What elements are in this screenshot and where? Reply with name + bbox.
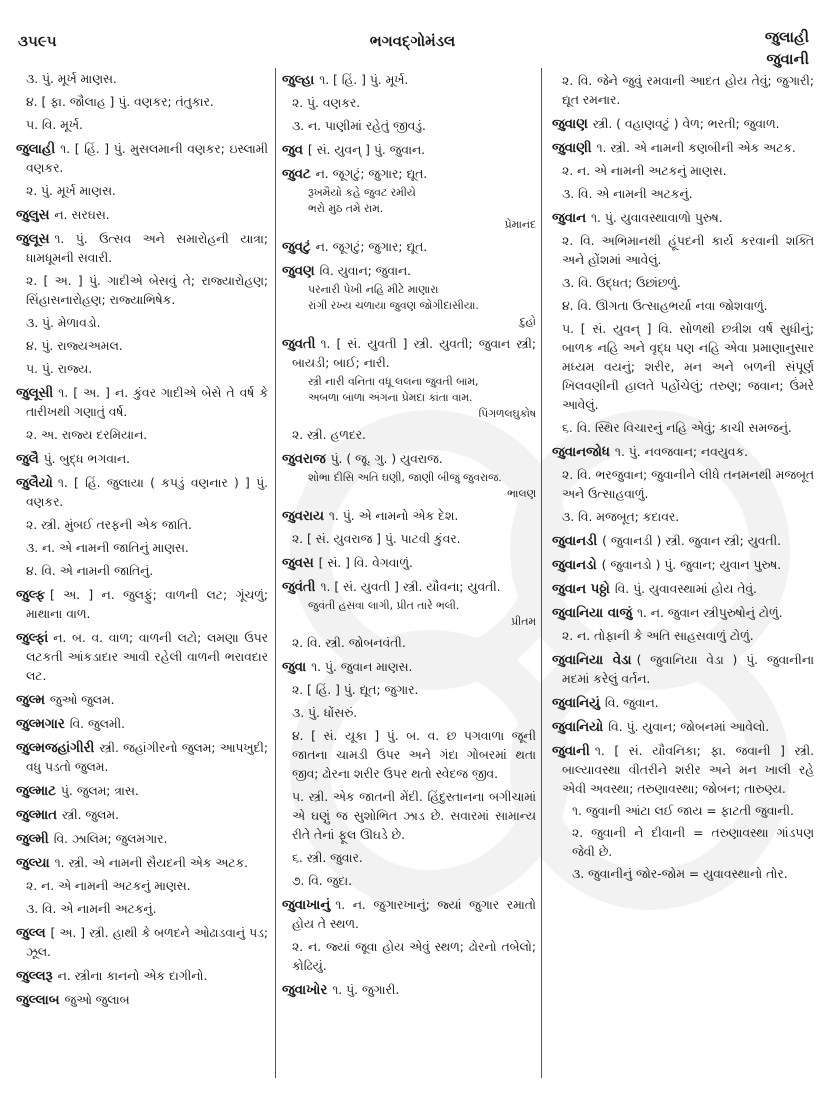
dictionary-entry (552, 115, 814, 134)
headword: જુલ્ફ (16, 588, 45, 603)
definition: ન. સ્ત્રીના કાનનો એક દાગીનો. (57, 969, 208, 983)
dictionary-entry (282, 262, 536, 281)
dictionary-entry (552, 694, 814, 713)
dictionary-entry (282, 335, 536, 373)
quote-attribution: દુહો (519, 315, 536, 328)
definition: વિ. યુવાન; જુવાન. (319, 264, 412, 278)
sense-definition: ૨. ન. જ્યાં જૂવા હોય એવું સ્થળ; ઢોરનો તબેલો; કોઢિયું. (292, 940, 536, 973)
sense-definition: ૨. પું. વણકર. (292, 96, 361, 110)
headword: જુલૈ (16, 452, 39, 467)
quote-attribution: ભાલણ (507, 487, 536, 500)
headword: જુવટ (282, 167, 311, 182)
headword: જુલાહી (16, 142, 56, 157)
quote-line: રાંગી રખ્ય ચળાયા જુવણ જોગીદાસીયા. (308, 299, 479, 312)
guide-word-last: જુવાની (766, 50, 809, 68)
headword: જુલ્ફાં (16, 631, 49, 646)
sense-definition: ૪. પું. રાજ્યઅમલ. (26, 339, 123, 353)
sense-definition: ૨. અ. રાજ્ય દરમિયાન. (26, 428, 148, 442)
dictionary-entry (282, 896, 536, 934)
sense-definition: ૪. વિ. ઊગતા ઉત્સાહભર્યા નવા જોશવાળું. (562, 299, 768, 313)
sense-definition: ૨. પું. મૂર્ખ માણસ. (26, 184, 116, 198)
dictionary-entry (16, 230, 268, 268)
guide-words (765, 26, 809, 70)
headword: જુલ્યા (16, 856, 50, 871)
definition: ( જુવાનિયા વેડા ) પું. જુવાનીના મદમાં કરેલું વર્તન. (562, 653, 814, 686)
headword: જુલૂસી (16, 386, 54, 401)
headword: જુલ્માત (16, 808, 57, 823)
definition: સ્ત્રી. જહાંગીરનો જુલમ; આપખુદી; વધુ પડતો જુલમ. (26, 741, 268, 774)
sense-definition: ૪. [ સં. યૂકા ] પું. બ. વ. છ પગવાળા જૂની જાતના ચામડી ઉપર અને ગંદા ગોબરમાં થતા જીવ; ઢોરના શરીર ઉપર થતો સ્વેદજ જીવ. (292, 729, 536, 781)
dictionary-entry (552, 139, 814, 158)
dictionary-entry (282, 238, 536, 257)
dictionary-entry (16, 140, 268, 178)
sense-definition: ૨. સ્ત્રી. હળદર. (292, 428, 366, 442)
definition: ૧. [ હિં. જુલાયા ( કપડું વણનાર ) ] પું. વણકર. (26, 476, 268, 509)
dictionary-entry (282, 554, 536, 573)
sense-definition: ૩. વિ. ઉદ્ધત; ઉછાંછળું. (562, 276, 681, 290)
definition: જુઓ જુલાબ (64, 993, 130, 1007)
definition: ન. બ. વ. વાળ; વાળની લટો; લમણા ઉપર લટકતી આંકડાદાર આવી રહેલી વાળની ભરાવદાર લટ. (26, 631, 268, 683)
column-2 (282, 66, 536, 1000)
quote-line: પરનારી પેખી નહિ મીટે માણારા (308, 283, 439, 296)
definition: [ સં. યુવન્ ] પું. જુવાન. (307, 143, 426, 157)
headword: જુલ્મ (16, 693, 45, 708)
definition: ૧. પું. જુવાન માણસ. (311, 660, 413, 674)
headword: જુવાણ (552, 117, 588, 132)
dictionary-entry (552, 651, 814, 689)
sense-definition: ૨. વિ. અભિમાનથી હૂંપદની કાર્ય કરવાની શક્તિ અને હોંશમાં આવેલું. (562, 234, 814, 267)
headword: જુલૂસ (16, 232, 50, 247)
sense-definition: ૩. વિ. એ નામની અટકનું. (26, 902, 157, 916)
sense-definition: ૩. વિ. એ નામની અટકનું. (562, 187, 693, 201)
headword: જુવણ (282, 264, 315, 279)
headword: જુવાની (552, 744, 590, 759)
definition: ૧. [ અ. ] ન. કુંવર ગાદીએ બેસે તે વર્ષ કે તારીખથી ગણાતું વર્ષ. (26, 386, 268, 419)
quote-line: જુવંતી હસવા લાગી, પ્રીત તારે ભલી. (308, 599, 460, 612)
dictionary-entry (282, 141, 536, 160)
headword: જુવાણી (552, 141, 592, 156)
sense-definition: ૨. [ હિં. ] પું. દ્યૂત; જુગાર. (292, 683, 419, 697)
dictionary-entry (16, 715, 268, 734)
sense-definition: ૨. વિ. જેને જુવું રમવાની આદત હોય તેવું; જુગારી; દ્યૂત રમનાર. (562, 74, 814, 107)
dictionary-entry (552, 532, 814, 551)
dictionary-entry (282, 981, 536, 1000)
definition: ( જુવાનડી ) સ્ત્રી. જુવાન સ્ત્રી; યુવતી. (602, 534, 782, 548)
headword: જુવાનિયા વાજું (552, 606, 632, 621)
headword: જુવસ (282, 556, 314, 571)
dictionary-entry (552, 742, 814, 799)
sense-definition: ૩. ન. પાણીમાં રહેતું જીવડું. (292, 119, 426, 133)
sense-definition: ૪. [ ફા. જૌલાહ ] પું. વણકર; તંતુકાર. (26, 95, 214, 109)
dictionary-entry (552, 718, 814, 737)
definition: ૧. [ સં. યુવતી ] સ્ત્રી. યૌવના; યુવતી. (320, 580, 501, 594)
headword: જુવાનડી (552, 534, 598, 549)
definition: ન. સરઘસ. (54, 208, 110, 222)
book-title: ભગવદ્ગોમંડલ (369, 32, 456, 50)
idiom-example: ૨. જુવાની ને દીવાની = તરુણાવસ્થા ગાંડપણ જેવી છે. (572, 826, 814, 859)
dictionary-entry (16, 924, 268, 962)
column-divider (275, 68, 276, 1078)
definition: વિ. ઝાલિમ; જુલમગાર. (53, 832, 168, 846)
sense-definition: ૨. ન. તોફાની કે અતિ સાહસવાળું ટોળું. (562, 629, 754, 643)
dictionary-entry (16, 629, 268, 686)
sense-definition: ૫. સ્ત્રી. એક જાતની મેંદી. હિંદુસ્તાનના બગીચામાં એ ઘણું જ સુશોભિત ઝાડ છે. સવારમાં સામાન્ય રીતે તેનાં ફૂલ ઊઘડે છે. (292, 790, 536, 842)
citation-quote (282, 598, 536, 630)
definition: ૧. પું. જુગારી. (332, 983, 400, 997)
definition: વિ. પું. યુવાન; જોબનમાં આવેલો. (608, 720, 770, 734)
dictionary-entry (16, 854, 268, 873)
definition: વિ. જુવાન. (604, 696, 659, 710)
headword: જુવરાય (282, 509, 324, 524)
headword: જુવંતી (282, 580, 316, 595)
headword: જુલ્લાબ (16, 993, 60, 1008)
sense-definition: ૩. પું. મૂર્ખ માણસ. (26, 72, 117, 86)
quote-attribution: પિંગળલઘુકોષ (478, 407, 536, 420)
dictionary-entry (16, 474, 268, 512)
definition: વિ. પું. યુવાવસ્થામાં હોય તેવું. (614, 582, 757, 596)
dictionary-entry (282, 658, 536, 677)
sense-definition: ૫. વિ. મૂર્ખ. (26, 118, 83, 132)
headword: જુવાન (552, 211, 587, 226)
quote-attribution: પ્રેમાનંદ (504, 218, 536, 231)
sense-definition: ૫. પું. રાજ્ય. (26, 362, 93, 376)
dictionary-entry (16, 967, 268, 986)
citation-quote (282, 374, 536, 422)
sense-definition: ૨. ન. એ નામની અટકનું માણસ. (562, 164, 727, 178)
dictionary-entry (16, 586, 268, 624)
definition: પું. ( જૂ. ગુ. ) યુવરાજ. (330, 452, 443, 466)
dictionary-entry (552, 209, 814, 228)
citation-quote (282, 470, 536, 502)
quote-line: ભરો મુઠ તમે રામ. (308, 202, 384, 215)
column-1 (16, 66, 268, 1010)
dictionary-entry (16, 830, 268, 849)
headword: જુવાનિયા વેડા (552, 653, 632, 668)
dictionary-entry (16, 806, 268, 825)
quote-line: રૂખમૈયો કહે જુવટ રમીયે (308, 186, 416, 199)
definition: ૧. પું. યુવાવસ્થાવાળો પુરુષ. (591, 211, 723, 225)
definition: પું. બુદ્ધ ભગવાન. (43, 452, 131, 466)
headword: જુલ્મી (16, 832, 49, 847)
headword: જુવ (282, 143, 303, 158)
headword: જુલ્લરૂ (16, 969, 53, 984)
definition: ૧. [ સં. યૌવનિકા; ફા. જવાની ] સ્ત્રી. બાલ્યાવસ્થા વીતરીને શરીર અને મન ખાલી રહે એવી અવસ્થા; તરુણાવસ્થા; જોબન; તારુણ્ય. (562, 744, 814, 796)
sense-definition: ૫. [ સં. યુવન્ ] વિ. સોળથી છત્રીશ વર્ષ સુધીનું; બાળક નહિ અને વૃદ્ધ પણ નહિ એવા પ્રમાણાનુસાર મધ્યમ વયનું; શરીર, મન અને બળની સંપૂર્ણ ખિલવણીની હાલતે પહોંચેલું; તરુણ; જવાન; ઉંમરે આવેલું. (562, 322, 814, 412)
definition: ૧. [ હિં. ] પું. મુસલમાની વણકર; ઇસ્લામી વણકર. (26, 142, 268, 175)
definition: [ અ. ] સ્ત્રી. હાથી કે બળદને ઓઢાડવાનું પડ; ઝૂલ. (26, 926, 268, 959)
dictionary-entry (16, 782, 268, 801)
definition: [ અ. ] ન. જુલફું; વાળની લટ; ગૂંચળું; માથાના વાળ. (26, 588, 268, 621)
headword: જુલ્મગાર (16, 717, 65, 732)
dictionary-entry (16, 739, 268, 777)
headword: જુવા (282, 660, 307, 675)
idiom-example: ૧. જુવાની આંટા લઈ જાય = ફાટતી જુવાની. (572, 804, 794, 818)
sense-definition: ૩. પું. મેળાવડો. (26, 316, 101, 330)
column-divider (541, 68, 542, 1078)
citation-quote (282, 185, 536, 233)
definition: સ્ત્રી. ( વહાણવટું ) વેળ; ભરતી; જુવાળ. (592, 117, 780, 131)
definition: ૧. પું. ઉત્સવ અને સમારોહની યાત્રા; ધામધૂમની સવારી. (26, 232, 268, 265)
definition: ન. જૂગટું; જુગાર; દ્યૂત. (315, 240, 428, 254)
headword: જુવાનિયું (552, 696, 600, 711)
headword: જુલૈયો (16, 476, 53, 491)
dictionary-entry (16, 450, 268, 469)
definition: ૧. પું. નવજવાન; નવયુવક. (614, 445, 749, 459)
dictionary-entry (552, 443, 814, 462)
definition: ૧. પું. એ નામનો એક દેશ. (328, 509, 459, 523)
idiom-example: ૩. જુવાનીનું જોર-જોમ = યુવાવસ્થાનો તોર. (572, 867, 788, 881)
headword: જુવાખોર (282, 983, 328, 998)
dictionary-entry (16, 206, 268, 225)
definition: [ સં. ] વિ. વેગવાળું. (318, 556, 413, 570)
headword: જુવાનિયો (552, 720, 604, 735)
quote-line: શોભા દીસિ અતિ ઘણી, જાણી બીજુ જુવરાજ. (308, 471, 502, 484)
dictionary-entry (16, 991, 268, 1010)
page-number: ૩૫૯૫ (18, 32, 57, 50)
headword: જુવટું (282, 240, 311, 255)
sense-definition: ૨. સ્ત્રી. મુંબઈ તરફની એક જાતિ. (26, 518, 192, 532)
sense-definition: ૨. [ સં. યુવરાજ ] પું. પાટવી કુંવર. (292, 532, 461, 546)
definition: ૧. ન. જુવાન સ્ત્રીપુરુષોનું ટોળું. (636, 606, 783, 620)
definition: ૧. સ્ત્રી. એ નામની કણબીની એક અટક. (596, 141, 796, 155)
sense-definition: ૭. વિ. જુદા. (292, 874, 353, 888)
sense-definition: ૨. ન. એ નામની અટકનું માણસ. (26, 879, 191, 893)
headword: જુલ્હા (282, 73, 315, 88)
sense-definition: ૩. પું. ધોંસરું. (292, 706, 358, 720)
dictionary-entry (552, 580, 814, 599)
headword: જુવાન પઠ્ઠો (552, 582, 610, 597)
quote-line: સ્ત્રી નારી વનિતા વધૂ લલના જુવતી બામ, (308, 375, 479, 388)
definition: વિ. જુલમી. (69, 717, 126, 731)
definition: ૧. સ્ત્રી. એ નામની સૈયદની એક અટક. (54, 856, 249, 870)
sense-definition: ૩. ન. એ નામની જાતિનું માણસ. (26, 541, 189, 555)
definition: ૧. [ હિં. ] પું. મૂર્ખ. (319, 73, 409, 87)
headword: જુલ્માટ (16, 784, 56, 799)
quote-attribution: પ્રીતમ (511, 615, 536, 628)
sense-definition: ૬. વિ. સ્થિર વિચારનું નહિ એવું; કાચી સમજનું. (562, 421, 792, 435)
dictionary-entry (16, 384, 268, 422)
definition: ન. જૂગટું; જુગાર; દ્યૂત. (315, 167, 428, 181)
guide-word-first: જુલાહી (764, 28, 809, 46)
sense-definition: ૪. વિ. એ નામની જાતિનું. (26, 564, 154, 578)
sense-definition: ૨. [ અ. ] પું. ગાદીએ બેસવું તે; રાજ્યારોહણ; સિંહાસનારોહણ; રાજ્યાભિષેક. (26, 274, 268, 307)
dictionary-entry (552, 556, 814, 575)
sense-definition: ૨. વિ. ભરજુવાન; જુવાનીને લીધે તનમનથી મજબૂત અને ઉત્સાહવાળું. (562, 468, 814, 501)
citation-quote (282, 282, 536, 330)
definition: ૧. [ સં. યુવતી ] સ્ત્રી. યુવતી; જુવાન સ્ત્રી; બાયડી; બાઈ; નારી. (292, 337, 536, 370)
dictionary-entry (552, 604, 814, 623)
headword: જુલ્લ (16, 926, 46, 941)
headword: જુલ્મજહાંગીરી (16, 741, 95, 756)
column-3 (552, 68, 814, 884)
headword: જુવતી (282, 337, 316, 352)
sense-definition: ૨. વિ. સ્ત્રી. જોબનવંતી. (292, 636, 406, 650)
headword: જુવાખાનું (282, 898, 331, 913)
dictionary-entry (282, 450, 536, 469)
headword: જુવરાજ (282, 452, 326, 467)
quote-line: અબળા બાળા અંગના પ્રેમદા કાંતા વામ. (308, 391, 473, 404)
definition: ( જુવાનડો ) પું. જુવાન; યુવાન પુરુષ. (601, 558, 782, 572)
definition: જુઓ જુલમ. (49, 693, 115, 707)
dictionary-entry (282, 71, 536, 90)
definition: ૧. ન. જુગારખાનું; જ્યાં જુગાર રમાતો હોય તે સ્થળ. (292, 898, 536, 931)
headword: જુલુસ (16, 208, 50, 223)
headword: જુવાનડો (552, 558, 597, 573)
definition: પું. જુલમ; ત્રાસ. (60, 784, 139, 798)
sense-definition: ૩. વિ. મજબૂત; કદાવર. (562, 510, 680, 524)
headword: જુવાનજોધ (552, 445, 610, 460)
definition: સ્ત્રી. જુલમ. (61, 808, 119, 822)
dictionary-entry (282, 165, 536, 184)
dictionary-entry (282, 578, 536, 597)
dictionary-entry (282, 507, 536, 526)
sense-definition: ૬. સ્ત્રી. જુવાર. (292, 851, 363, 865)
dictionary-entry (16, 691, 268, 710)
